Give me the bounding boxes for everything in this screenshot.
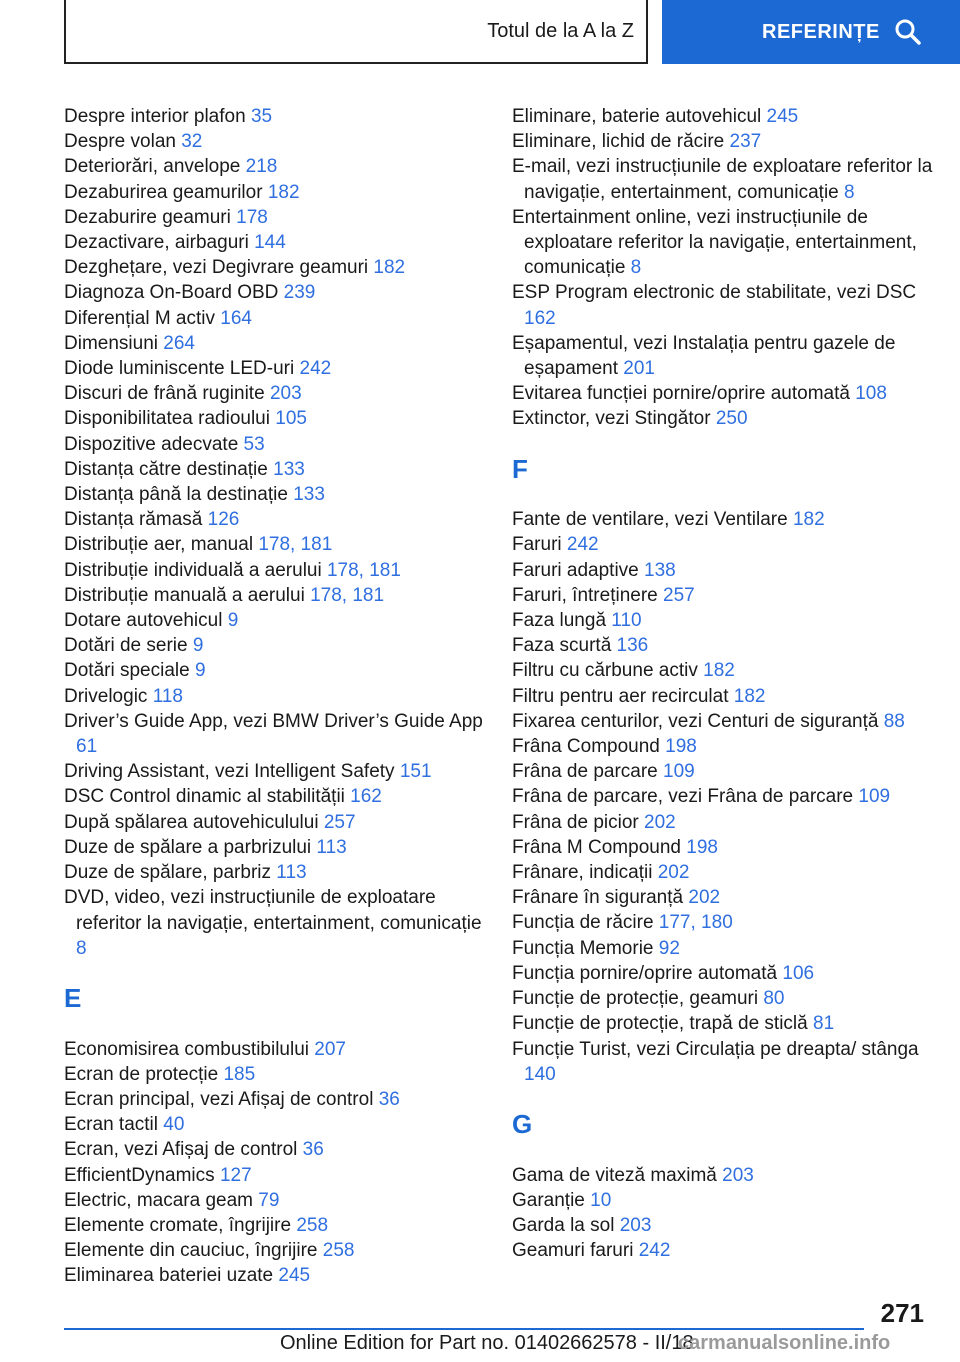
index-entry-text: Eliminarea bateriei uzate — [64, 1265, 279, 1287]
index-entry-text: Driving Assistant, vezi Intelligent Safety — [64, 761, 400, 783]
index-entry — [64, 104, 484, 129]
index-page-link[interactable]: 245 — [278, 1265, 311, 1287]
index-entry-text: Filtru pentru aer recirculat — [512, 685, 734, 707]
index-entry-text: După spălarea autovehiculului — [64, 811, 324, 833]
index-entry-text: Distribuție manuală a aerului — [64, 584, 311, 606]
index-letter-heading: E — [64, 982, 82, 1013]
index-page-link[interactable]: 182 — [703, 660, 735, 682]
index-entry — [64, 1087, 484, 1112]
index-page-link[interactable]: 178, 181 — [326, 559, 401, 581]
index-entry-text: Drivelogic — [64, 685, 153, 707]
index-entry — [64, 356, 484, 381]
index-entry-text: Frânare, indicații — [512, 862, 658, 884]
index-page-link[interactable]: 108 — [855, 383, 887, 405]
index-entry — [512, 709, 942, 734]
index-entry-text: Faruri, întreținere — [512, 584, 663, 606]
index-entry-text: Despre interior plafon — [64, 106, 251, 127]
references-tab[interactable] — [662, 0, 960, 64]
index-entry — [512, 1037, 942, 1087]
index-page-link[interactable]: 8 — [630, 257, 642, 279]
index-entry-text: Extinctor, vezi Stingător — [512, 408, 716, 430]
index-entry-text: Elemente cromate, îngrijire — [64, 1214, 297, 1236]
index-entry-text: Funcția Memorie — [512, 937, 659, 959]
index-page-link[interactable]: 162 — [524, 307, 556, 329]
index-entry — [64, 860, 484, 885]
edition-text: Online Edition for Part no. 01402662578 - II/18 — [280, 1332, 694, 1354]
index-entry — [64, 1112, 484, 1137]
index-page-link[interactable]: 185 — [223, 1063, 256, 1085]
index-entry — [512, 910, 942, 935]
index-page-link[interactable]: 133 — [293, 484, 325, 506]
index-entry-text: Diode luminiscente LED-uri — [64, 358, 300, 380]
index-entry — [512, 104, 942, 129]
index-entry — [512, 784, 942, 809]
index-entry-text: DSC Control dinamic al stabilității — [64, 786, 351, 808]
index-entry-text: Ecran principal, vezi Afișaj de control — [64, 1088, 379, 1110]
index-entry — [512, 1163, 942, 1188]
index-entry-text: Dimensiuni — [64, 332, 164, 354]
index-entry — [512, 734, 942, 759]
index-entry-text: Frânare în siguranță — [512, 887, 689, 909]
index-entry-text: Dezaburire geamuri — [64, 206, 237, 228]
index-entry-text: Dezactivare, airbaguri — [64, 232, 255, 254]
index-page-link[interactable]: 80 — [763, 988, 785, 1010]
index-page-link[interactable]: 151 — [399, 761, 432, 783]
index-page-link[interactable]: 202 — [644, 811, 676, 833]
index-letter-heading: F — [512, 453, 528, 484]
index-page-link[interactable]: 250 — [715, 408, 748, 430]
index-page-link[interactable]: 92 — [658, 937, 680, 959]
index-entry — [64, 633, 484, 658]
index-entry-text: E-mail, vezi instrucțiunile de exploatare referitor la navigație, entertainment, comunicație — [512, 156, 933, 203]
index-entry-text: Ecran tactil — [64, 1114, 164, 1136]
index-page-link[interactable]: 118 — [152, 685, 183, 707]
index-entry — [64, 432, 484, 457]
index-page-link[interactable]: 245 — [766, 106, 799, 127]
index-entry-text: Dotare autovehicul — [64, 610, 228, 632]
index-entry-text: Faza lungă — [512, 610, 612, 632]
index-page-link[interactable]: 203 — [619, 1214, 652, 1236]
index-page-link[interactable]: 237 — [729, 131, 762, 153]
index-page-link[interactable]: 264 — [163, 332, 195, 354]
index-page-link[interactable]: 258 — [296, 1214, 329, 1236]
index-page-link[interactable]: 140 — [524, 1063, 556, 1085]
index-page-link[interactable]: 203 — [722, 1164, 754, 1186]
index-entry-text: Fixarea centurilor, vezi Centuri de siguranță — [512, 710, 884, 732]
index-page-link[interactable]: 81 — [813, 1013, 835, 1035]
index-entry-text: Filtru cu cărbune activ — [512, 660, 704, 682]
index-page-link[interactable]: 203 — [269, 383, 302, 405]
index-page-link[interactable]: 88 — [883, 710, 905, 732]
index-entry-text: ESP Program electronic de stabilitate, vezi DSC — [512, 282, 917, 304]
page-number: 271 — [880, 1298, 924, 1328]
index-entry-text: Diferențial M activ — [64, 307, 221, 329]
index-entry-text: Duze de spălare a parbrizului — [64, 836, 317, 858]
index-entry-text: Faruri — [512, 534, 567, 556]
index-entry — [512, 961, 942, 986]
index-entry — [64, 1062, 484, 1087]
index-entry-text: Distribuție aer, manual — [64, 534, 259, 556]
index-entry — [64, 885, 484, 961]
index-entry — [64, 532, 484, 557]
index-entry-text: Fante de ventilare, vezi Ventilare — [512, 509, 793, 531]
index-page-link[interactable]: 109 — [858, 786, 891, 808]
index-entry — [512, 331, 942, 381]
index-page-link[interactable]: 53 — [243, 433, 265, 455]
index-entry — [512, 129, 942, 154]
index-page-link[interactable]: 242 — [566, 534, 599, 556]
index-page-link[interactable]: 182 — [792, 509, 825, 531]
index-page-link[interactable]: 257 — [663, 584, 695, 606]
index-entry — [64, 306, 484, 331]
index-entry-text: DVD, video, vezi instrucțiunile de exploatare referitor la navigație, entertainment, comunicație — [64, 887, 482, 934]
index-entry-text: Distanța până la destinație — [64, 484, 294, 506]
search-icon[interactable] — [894, 18, 922, 46]
index-entry — [64, 1037, 484, 1062]
index-page-link[interactable]: 113 — [276, 862, 307, 884]
index-entry — [64, 482, 484, 507]
index-page-link[interactable]: 110 — [611, 610, 642, 632]
index-entry — [512, 860, 942, 885]
index-entry-text: Frâna Compound — [512, 736, 666, 758]
index-entry-text: EfficientDynamics — [64, 1164, 220, 1186]
index-entry — [64, 1137, 484, 1162]
index-entry — [64, 608, 484, 633]
section-title: Totul de la A la Z — [487, 19, 634, 42]
index-page-link[interactable]: 207 — [314, 1038, 346, 1060]
index-entry-text: Dezghețare, vezi Degivrare geamuri — [64, 257, 374, 279]
index-page-link[interactable]: 162 — [350, 786, 382, 808]
index-entry — [64, 658, 484, 683]
index-page-link[interactable]: 8 — [844, 181, 855, 203]
index-entry — [512, 658, 942, 683]
index-entry-text: Duze de spălare, parbriz — [64, 862, 277, 884]
index-page-link[interactable]: 182 — [373, 257, 406, 279]
index-page-link[interactable]: 258 — [322, 1240, 355, 1262]
index-entry-text: Distanța rămasă — [64, 509, 208, 531]
index-entry — [64, 1163, 484, 1188]
index-page-link[interactable]: 106 — [782, 962, 815, 984]
index-entry-text: Diagnoza On-Board OBD — [64, 282, 284, 304]
index-entry — [512, 608, 942, 633]
index-entry-text: Funcția pornire/oprire automată — [512, 962, 783, 984]
index-entry-text: Frâna de parcare, vezi Frâna de parcare — [512, 786, 859, 808]
index-page-link[interactable]: 61 — [76, 736, 98, 758]
index-entry-text: Gama de viteză maximă — [512, 1164, 723, 1186]
index-entry-text: Distribuție individuală a aerului — [64, 559, 327, 581]
index-entry-text: Dispozitive adecvate — [64, 433, 244, 455]
index-entry — [64, 759, 484, 784]
index-entry — [64, 810, 484, 835]
index-entry — [64, 835, 484, 860]
index-entry-text: Garda la sol — [512, 1214, 620, 1236]
index-page-link[interactable]: 178, 181 — [258, 534, 333, 556]
index-page-link[interactable]: 202 — [657, 862, 690, 884]
index-page-link[interactable]: 9 — [192, 635, 204, 657]
index-entry — [64, 1238, 484, 1263]
index-page-link[interactable]: 239 — [283, 282, 316, 304]
index-entry-text: Eliminare, lichid de răcire — [512, 131, 730, 153]
index-page-link[interactable]: 9 — [194, 660, 206, 682]
index-page-link[interactable]: 257 — [323, 811, 356, 833]
index-entry-text: Elemente din cauciuc, îngrijire — [64, 1240, 323, 1262]
index-entry — [64, 381, 484, 406]
index-entry-text: Faruri adaptive — [512, 559, 645, 581]
index-entry — [512, 1011, 942, 1036]
index-entry — [64, 709, 484, 759]
index-page-link[interactable]: 36 — [302, 1139, 324, 1161]
index-entry — [64, 230, 484, 255]
index-entry-text: Faza scurtă — [512, 635, 617, 657]
index-page-link[interactable]: 138 — [644, 559, 676, 581]
index-entry-text: Driver’s Guide App, vezi BMW Driver’s Guide App — [64, 710, 483, 732]
index-entry — [512, 532, 942, 557]
index-page-link[interactable]: 182 — [733, 685, 766, 707]
index-page-link[interactable]: 36 — [378, 1088, 400, 1110]
index-entry — [512, 936, 942, 961]
index-entry-text: Discuri de frână ruginite — [64, 383, 270, 405]
index-entry-text: Entertainment online, vezi instrucțiunile de exploatare referitor la navigație, entertainment, comunicație — [512, 206, 917, 279]
index-page-link[interactable]: 9 — [227, 610, 239, 632]
index-entry — [512, 1213, 942, 1238]
index-entry-text: Deteriorări, anvelope — [64, 156, 246, 178]
index-entry-text: Dotări de serie — [64, 635, 193, 657]
index-entry — [64, 1213, 484, 1238]
index-entry-text: Electric, macara geam — [64, 1189, 259, 1211]
index-page-link[interactable]: 218 — [245, 156, 278, 178]
index-page-link[interactable]: 178 — [236, 206, 268, 228]
index-entry — [512, 381, 942, 406]
index-entry-text: Eliminare, baterie autovehicul — [512, 106, 767, 127]
footer-rule — [64, 1328, 864, 1330]
index-entry — [512, 205, 942, 281]
index-page-link[interactable]: 198 — [665, 736, 697, 758]
index-entry — [64, 684, 484, 709]
index-entry — [512, 1238, 942, 1263]
index-page-link[interactable]: 109 — [663, 761, 695, 783]
index-entry — [64, 154, 484, 179]
index-entry-text: Frâna M Compound — [512, 836, 687, 858]
index-entry-text: Geamuri faruri — [512, 1240, 639, 1262]
index-page-link[interactable]: 35 — [250, 106, 273, 127]
index-entry-text: Evitarea funcției pornire/oprire automată — [512, 383, 856, 405]
index-entry — [64, 457, 484, 482]
references-tab-label: REFERINȚE — [762, 20, 880, 43]
index-entry-text: Frâna de picior — [512, 811, 645, 833]
index-page-link[interactable]: 126 — [207, 509, 240, 531]
index-page-link[interactable]: 182 — [267, 181, 300, 203]
index-entry — [64, 558, 484, 583]
index-page-link[interactable]: 177, 180 — [658, 912, 733, 934]
index-entry-text: Despre volan — [64, 131, 182, 153]
index-entry — [512, 684, 942, 709]
index-page-link[interactable]: 202 — [688, 887, 721, 909]
index-page-link[interactable]: 113 — [316, 836, 347, 858]
index-page-link[interactable]: 8 — [76, 937, 87, 959]
index-page-link[interactable]: 198 — [686, 836, 718, 858]
index-page-link[interactable]: 164 — [220, 307, 252, 329]
index-entry — [512, 986, 942, 1011]
index-column-left — [64, 104, 484, 1289]
index-entry — [64, 280, 484, 305]
index-entry — [64, 255, 484, 280]
index-entry-text: Eșapamentul, vezi Instalația pentru gazele de eșapament — [512, 332, 896, 380]
index-page-link[interactable]: 242 — [299, 358, 332, 380]
index-entry — [64, 129, 484, 154]
index-entry-text: Frâna de parcare — [512, 761, 664, 783]
index-entry-text: Garanție — [512, 1189, 591, 1211]
index-page-link[interactable]: 242 — [638, 1240, 671, 1262]
index-entry-text: Dezaburirea geamurilor — [64, 181, 268, 203]
index-letter-heading: G — [512, 1108, 533, 1139]
index-entry — [512, 154, 942, 204]
index-entry — [512, 583, 942, 608]
index-page-link[interactable]: 79 — [258, 1189, 280, 1211]
index-entry — [64, 180, 484, 205]
index-entry-text: Funcția de răcire — [512, 912, 659, 934]
index-entry — [64, 507, 484, 532]
index-entry-text: Distanța către destinație — [64, 458, 274, 480]
index-entry — [512, 835, 942, 860]
index-entry-text: Economisirea combustibilului — [64, 1038, 315, 1060]
index-entry — [512, 280, 942, 330]
index-entry-text: Dotări speciale — [64, 660, 195, 682]
index-page-link[interactable]: 133 — [273, 458, 305, 480]
index-entry — [64, 331, 484, 356]
index-page-link[interactable]: 136 — [616, 635, 649, 657]
index-entry-text: Disponibilitatea radioului — [64, 408, 276, 430]
index-page-link[interactable]: 201 — [623, 358, 655, 380]
index-page-link[interactable]: 178, 181 — [310, 584, 385, 606]
index-entry — [64, 406, 484, 431]
index-entry — [512, 1188, 942, 1213]
index-entry — [512, 759, 942, 784]
index-page-link[interactable]: 32 — [181, 131, 203, 153]
index-entry — [512, 885, 942, 910]
index-entry — [512, 406, 942, 431]
index-entry — [64, 205, 484, 230]
index-page-link[interactable]: 10 — [590, 1189, 612, 1211]
index-page-link[interactable]: 105 — [275, 408, 307, 430]
index-entry — [512, 810, 942, 835]
section-title-tab[interactable] — [64, 0, 648, 64]
index-column-right — [512, 104, 942, 1263]
index-entry — [512, 507, 942, 532]
index-entry-text: Funcție de protecție, trapă de sticlă — [512, 1013, 813, 1035]
index-entry-text: Ecran de protecție — [64, 1063, 224, 1085]
index-page-link[interactable]: 127 — [219, 1164, 252, 1186]
index-entry — [64, 1188, 484, 1213]
index-entry — [512, 558, 942, 583]
index-entry — [64, 1263, 484, 1288]
index-entry — [64, 583, 484, 608]
index-entry-text: Ecran, vezi Afișaj de control — [64, 1139, 303, 1161]
index-page-link[interactable]: 144 — [254, 232, 286, 254]
index-entry — [512, 633, 942, 658]
watermark: carmanualsonline.info — [678, 1332, 891, 1354]
index-page-link[interactable]: 40 — [163, 1114, 185, 1136]
index-entry — [64, 784, 484, 809]
index-entry-text: Funcție Turist, vezi Circulația pe dreapta/ stânga — [512, 1038, 919, 1060]
index-entry-text: Funcție de protecție, geamuri — [512, 988, 764, 1010]
